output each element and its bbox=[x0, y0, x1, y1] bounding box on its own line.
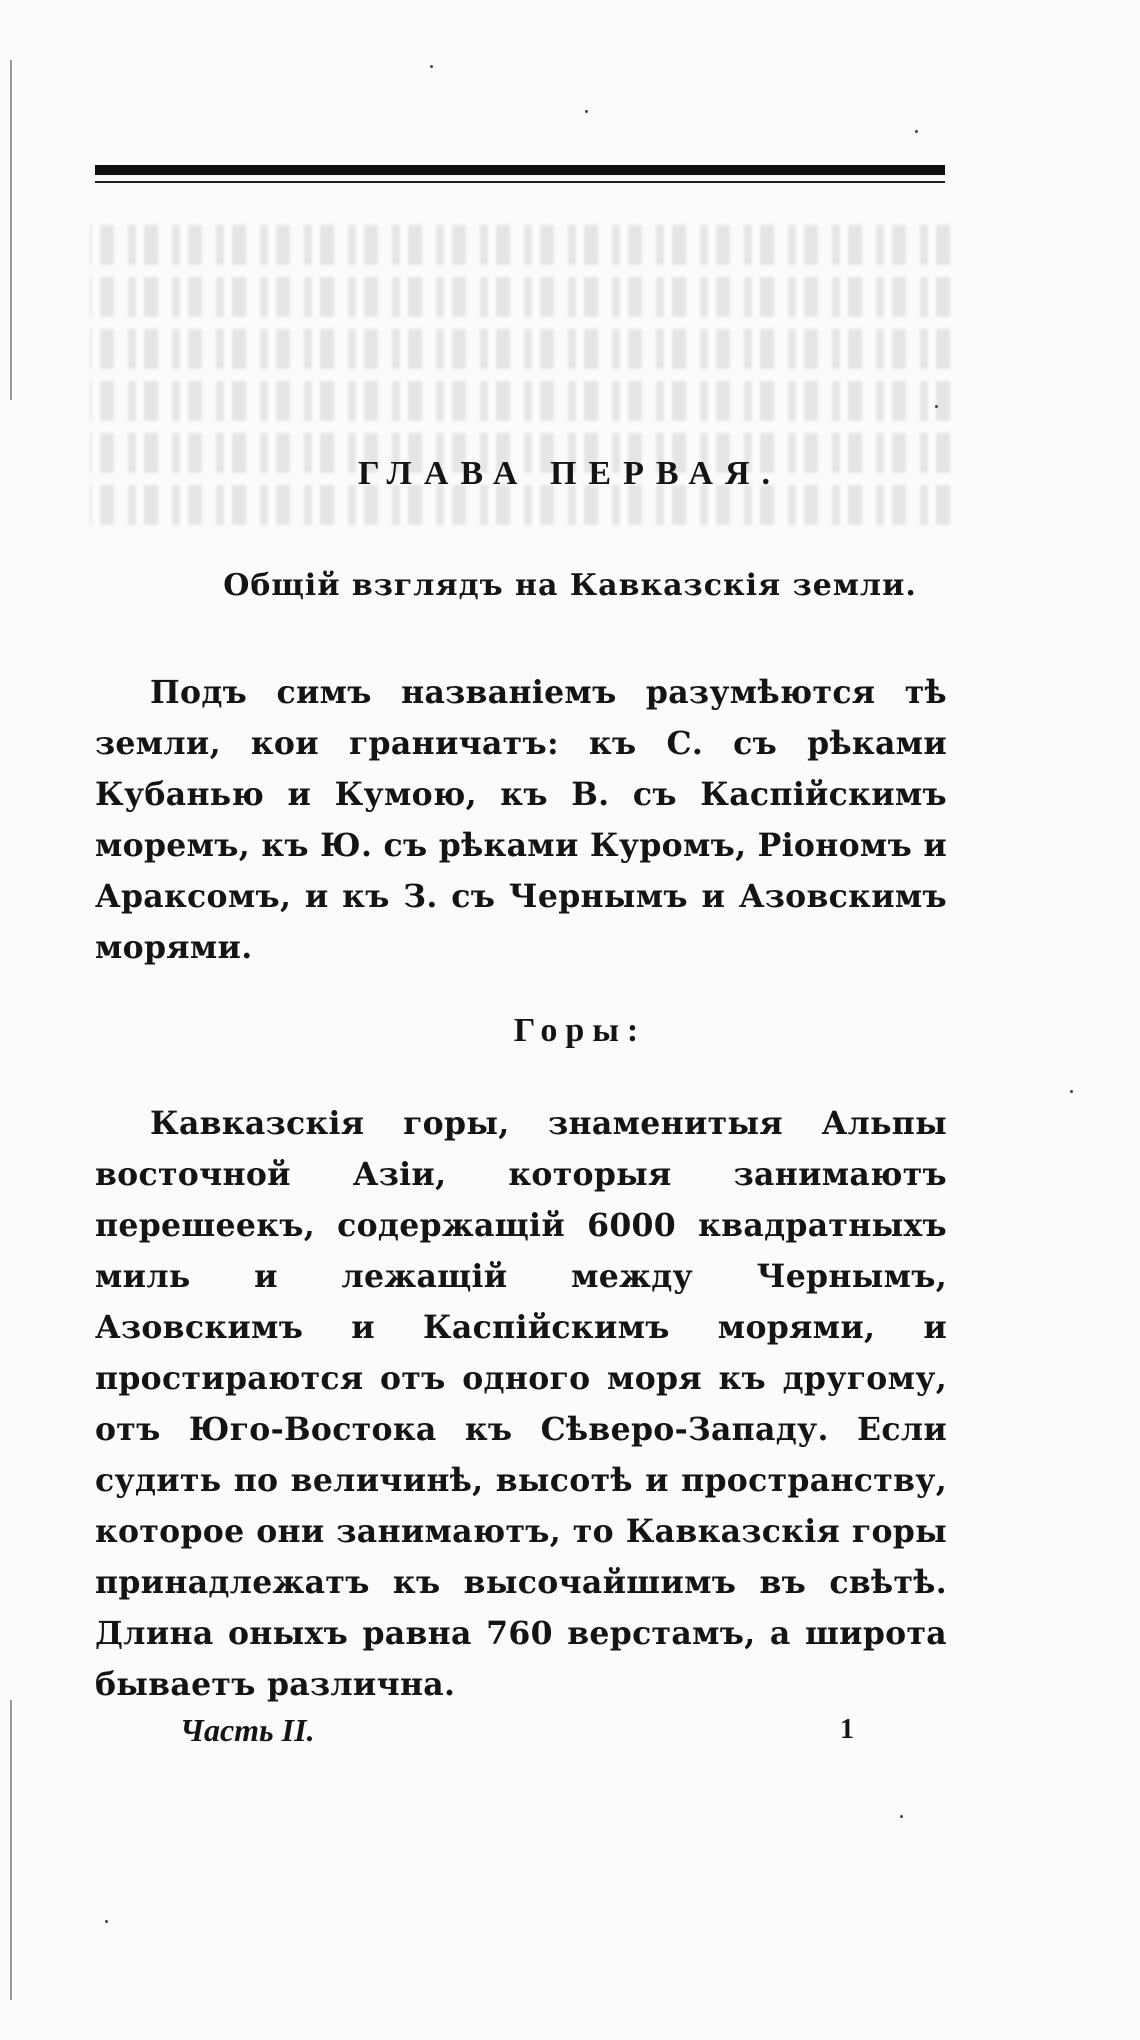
chapter-title: ГЛАВА ПЕРВАЯ. bbox=[357, 455, 782, 492]
scan-speck bbox=[430, 65, 433, 68]
scan-speck bbox=[105, 1920, 108, 1923]
paragraph-intro: Подъ симъ названіемъ разумѣются тѣ земли, кои граничатъ: къ С. съ рѣками Кубанью и Кумою, къ В. съ Каспійскимъ моремъ, къ Ю. съ рѣками Куромъ, Ріономъ и Араксомъ, и къ З. съ Чернымъ и Азовскимъ морями. bbox=[95, 674, 947, 966]
scan-edge-line bbox=[10, 60, 12, 400]
bleed-through-text bbox=[90, 225, 950, 545]
section-heading: Горы: bbox=[513, 1012, 647, 1049]
scan-speck bbox=[1070, 1090, 1073, 1093]
scan-speck bbox=[915, 130, 918, 133]
chapter-subtitle: Общій взглядъ на Кавказскія земли. bbox=[223, 568, 917, 603]
header-rule-thin bbox=[95, 181, 945, 183]
scan-speck bbox=[900, 1815, 903, 1818]
header-rule-thick bbox=[95, 165, 945, 175]
scan-speck bbox=[935, 405, 938, 408]
page-mark: 1 bbox=[840, 1714, 854, 1745]
footer-signature: Часть II. bbox=[180, 1712, 315, 1748]
scan-speck bbox=[585, 110, 588, 113]
scan-edge-line bbox=[10, 1700, 12, 2000]
paragraph-mountains: Кавказскія горы, знаменитыя Альпы восточной Азіи, которыя занимаютъ перешеекъ, содержащій 6000 квадратныхъ миль и лежащій между Чернымъ, Азовскимъ и Каспійскимъ морями, и простираются отъ одного моря къ другому, отъ Юго-Востока къ Сѣверо-Западу. Если судить по величинѣ, высотѣ и пространству, которое они занимаютъ, то Кавказскія горы принадлежатъ къ высочайшимъ въ свѣтѣ. Длина оныхъ равна 760 верстамъ, а широта бываетъ различна. bbox=[95, 1105, 947, 1703]
